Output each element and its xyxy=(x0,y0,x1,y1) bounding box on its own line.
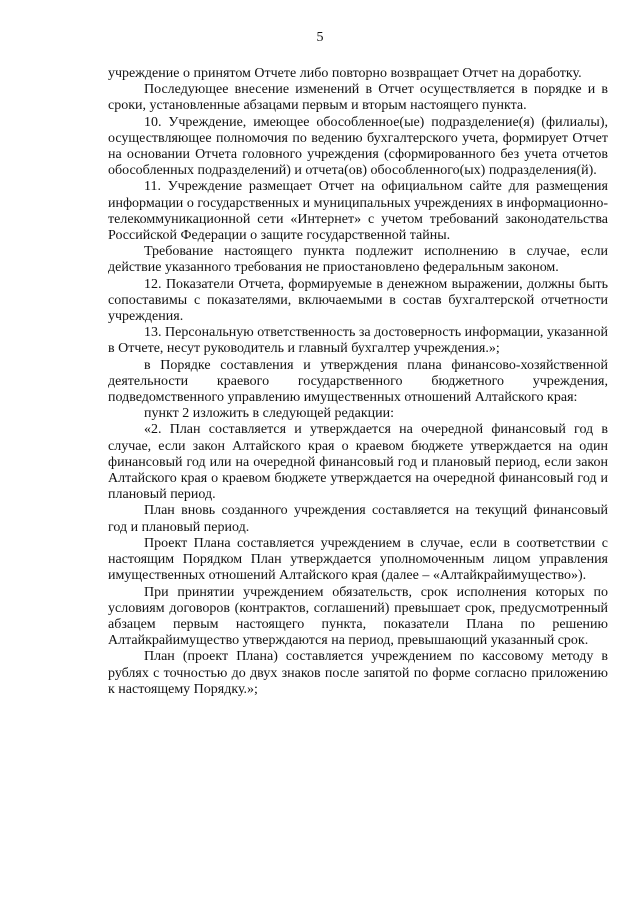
paragraph: 11. Учреждение размещает Отчет на официальном сайте для размещения информации о государственных и муниципальных учреждениях в информационно-телекоммуникационной сети «Интернет» с учетом требований законодательства Российской Федерации о защите государственной тайны. xyxy=(108,179,608,244)
paragraph: При принятии учреждением обязательств, срок исполнения которых по условиям договоров (контрактов, соглашений) превышает срок, предусмотренный абзацем первым настоящего пункта, показатели Плана по решению Алтайкрайимущество утверждаются на период, превышающий указанный срок. xyxy=(108,584,608,649)
paragraph: в Порядке составления и утверждения плана финансово-хозяйственной деятельности краевого государственного бюджетного учреждения, подведомственного управлению имущественных отношений Алтайского края: xyxy=(108,357,608,406)
paragraph: Проект Плана составляется учреждением в случае, если в соответствии с настоящим Порядком План утверждается уполномоченным лицом управления имущественных отношений Алтайского края (далее – «Алтайкрайимущество»). xyxy=(108,535,608,584)
paragraph: Последующее внесение изменений в Отчет осуществляется в порядке и в сроки, установленные абзацами первым и вторым настоящего пункта. xyxy=(108,82,608,114)
document-body xyxy=(108,66,608,698)
paragraph: План вновь созданного учреждения составляется на текущий финансовый год и плановый период. xyxy=(108,503,608,535)
paragraph: 10. Учреждение, имеющее обособленное(ые) подразделение(я) (филиалы), осуществляющее полномочия по ведению бухгалтерского учета, формирует Отчет на основании Отчета головного учреждения (сформированного без учета отчетов обособленных подразделений) и отчета(ов) обособленного(ых) подразделения(й). xyxy=(108,114,608,179)
paragraph: 13. Персональную ответственность за достоверность информации, указанной в Отчете, несут руководитель и главный бухгалтер учреждения.»; xyxy=(108,325,608,357)
paragraph: Требование настоящего пункта подлежит исполнению в случае, если действие указанного требования не приостановлено федеральным законом. xyxy=(108,244,608,276)
paragraph: План (проект Плана) составляется учреждением по кассовому методу в рублях с точностью до двух знаков после запятой по форме согласно приложению к настоящему Порядку.»; xyxy=(108,649,608,697)
page-number: 5 xyxy=(316,30,324,45)
paragraph: «2. План составляется и утверждается на очередной финансовый год в случае, если закон Алтайского края о краевом бюджете утверждается на один финансовый год или на очередной финансовый год и плановый период, если закон Алтайского края о краевом бюджете утверждается на очередной финансовый год и плановый период. xyxy=(108,422,608,503)
paragraph: учреждение о принятом Отчете либо повторно возвращает Отчет на доработку. xyxy=(108,66,582,81)
paragraph: пункт 2 изложить в следующей редакции: xyxy=(144,406,394,422)
paragraph: 12. Показатели Отчета, формируемые в денежном выражении, должны быть сопоставимы с показателями, включаемыми в состав бухгалтерской отчетности учреждения. xyxy=(108,276,608,325)
